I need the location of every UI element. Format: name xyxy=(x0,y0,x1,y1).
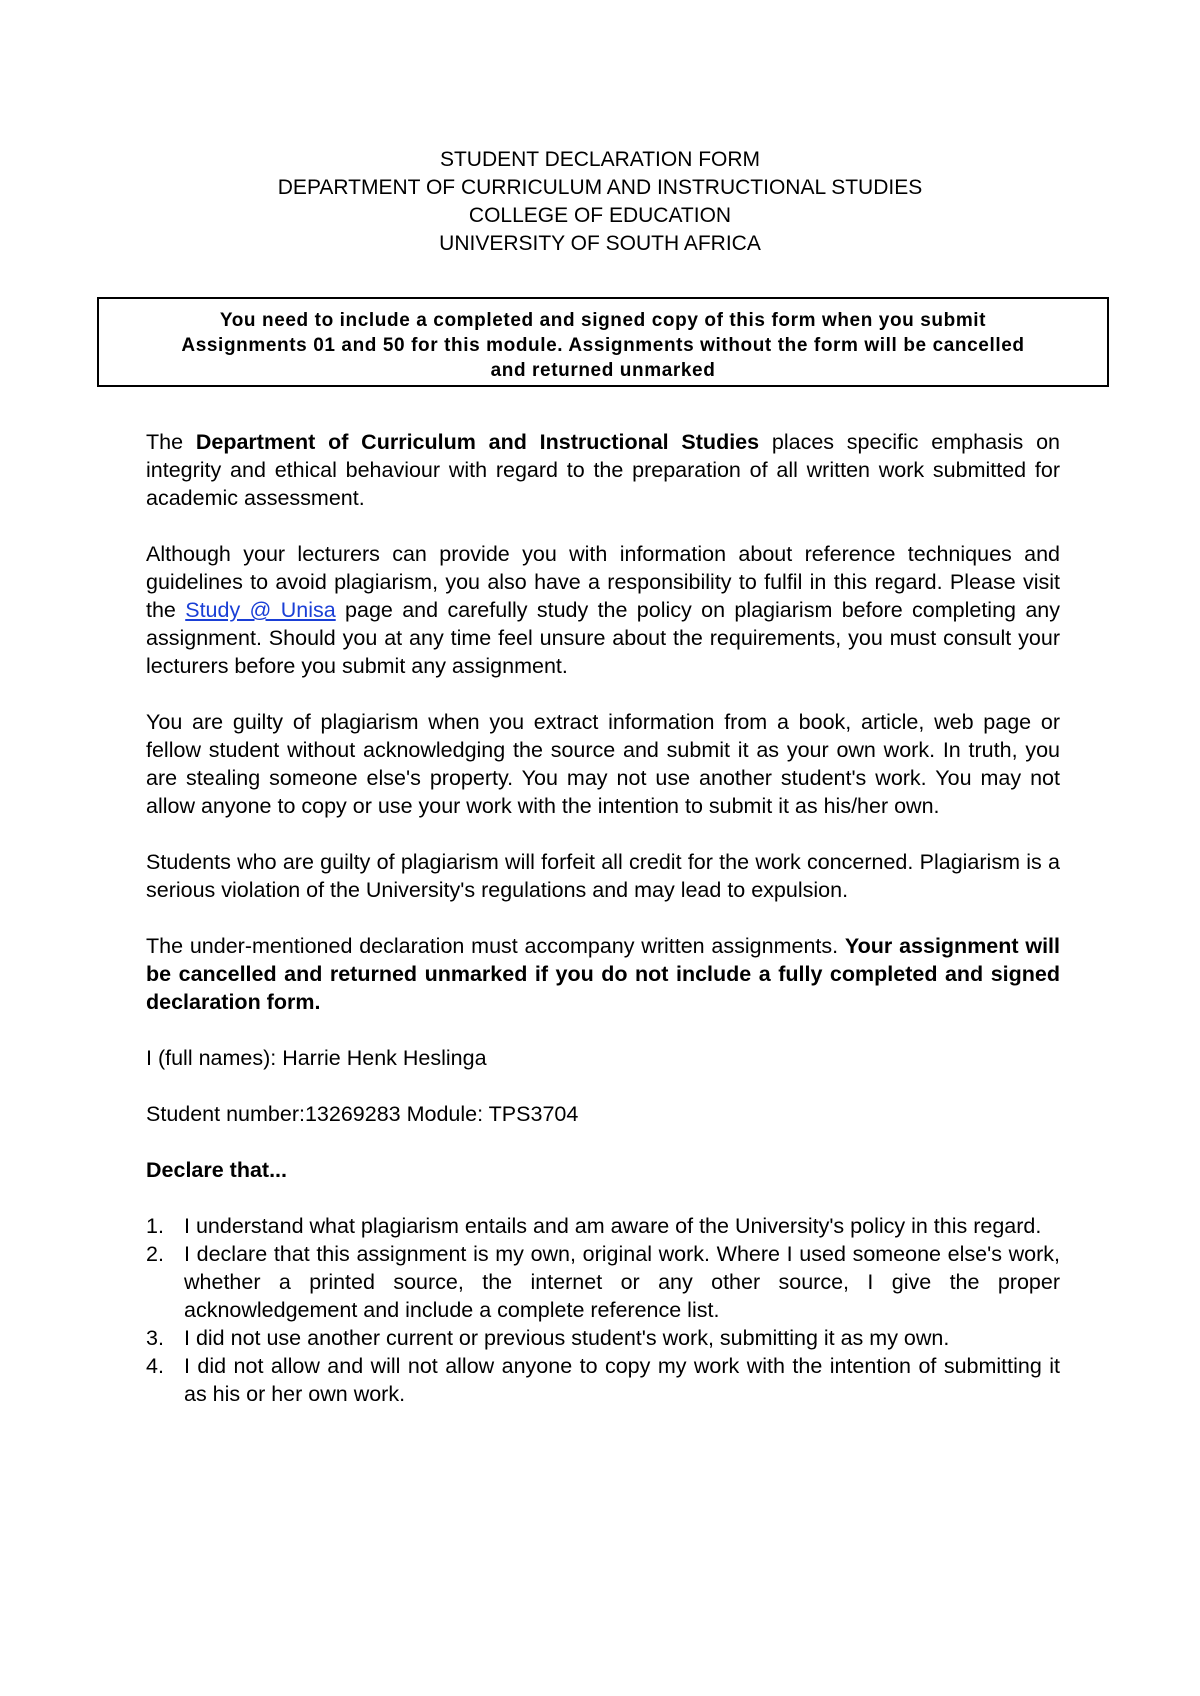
form-heading xyxy=(0,146,1200,258)
integrity-prefix: The xyxy=(146,430,196,454)
integrity-suffix: places specific emphasis on integrity and ethical behaviour with regard to the preparation of all written work submitted for academic assessment. xyxy=(146,430,1060,510)
declare-item xyxy=(146,1212,1060,1240)
guidelines-after-link: page and carefully study the policy on plagiarism before completing any assignment. Should you at any time feel unsure about the requirements, you must consult your lecturers before you submit any assignment. xyxy=(146,598,1060,678)
student-number-module-field: Student number:13269283 Module: TPS3704 xyxy=(146,1102,579,1126)
study-at-unisa-link[interactable]: Study @ Unisa xyxy=(185,598,336,622)
full-names-field: I (full names): Harrie Henk Heslinga xyxy=(146,1046,487,1070)
declare-item-text: I understand what plagiarism entails and am aware of the University's policy in this regard. xyxy=(184,1214,1042,1238)
declare-item-text: I did not allow and will not allow anyone to copy my work with the intention of submitting it as his or her own work. xyxy=(184,1354,1060,1406)
declare-item xyxy=(146,1240,1060,1324)
requirement-warning: Your assignment will be cancelled and returned unmarked if you do not include a fully completed and signed declaration form. xyxy=(146,934,1061,1014)
notice-line-2: Assignments 01 and 50 for this module. Assignments without the form will be cancelled xyxy=(181,335,1025,356)
submission-notice-box xyxy=(97,297,1109,387)
declare-list xyxy=(146,1212,1060,1408)
requirement-normal: The under-mentioned declaration must accompany written assignments. xyxy=(146,934,845,958)
declare-item-number: 4. xyxy=(146,1354,164,1378)
declare-item-text: I declare that this assignment is my own, original work. Where I used someone else's work, whether a printed source, the internet or any other source, I give the proper acknowledgement and include a complete reference list. xyxy=(184,1242,1060,1322)
declare-item-number: 1. xyxy=(146,1214,164,1238)
heading-university: UNIVERSITY OF SOUTH AFRICA xyxy=(439,232,761,255)
guidelines-paragraph xyxy=(146,540,1060,680)
heading-department: DEPARTMENT OF CURRICULUM AND INSTRUCTIONAL STUDIES xyxy=(277,176,923,199)
guidelines-before-link: Although your lecturers can provide you with information about reference techniques and guidelines to avoid plagiarism, you also have a responsibility to fulfil in this regard. Please visit the xyxy=(146,542,1060,622)
heading-form-title: STUDENT DECLARATION FORM xyxy=(439,148,761,171)
declare-item-number: 3. xyxy=(146,1326,164,1350)
requirement-paragraph xyxy=(146,932,1060,1016)
declare-section xyxy=(146,1156,1060,1408)
declare-item-number: 2. xyxy=(146,1242,164,1266)
declare-item-text: I did not use another current or previous student's work, submitting it as my own. xyxy=(184,1326,950,1350)
heading-college: COLLEGE OF EDUCATION xyxy=(468,204,732,227)
notice-line-1: You need to include a completed and signed copy of this form when you submit xyxy=(219,310,987,331)
declare-item xyxy=(146,1352,1060,1408)
declaration-body xyxy=(146,428,1060,1408)
declare-item xyxy=(146,1324,1060,1352)
department-name: Department of Curriculum and Instructional Studies xyxy=(195,430,760,454)
plagiarism-definition-paragraph: You are guilty of plagiarism when you extract information from a book, article, web page or fellow student without acknowledging the source and submit it as your own work. In truth, you are stealing someone else's property. You may not use another student's work. You may not allow anyone to copy or use your work with the intention to submit it as his/her own. xyxy=(146,710,1060,818)
consequences-paragraph: Students who are guilty of plagiarism will forfeit all credit for the work concerned. Plagiarism is a serious violation of the University's regulations and may lead to expulsion. xyxy=(146,850,1060,902)
integrity-paragraph xyxy=(146,428,1060,512)
notice-line-3: and returned unmarked xyxy=(490,360,716,381)
declare-title: Declare that... xyxy=(146,1158,287,1182)
